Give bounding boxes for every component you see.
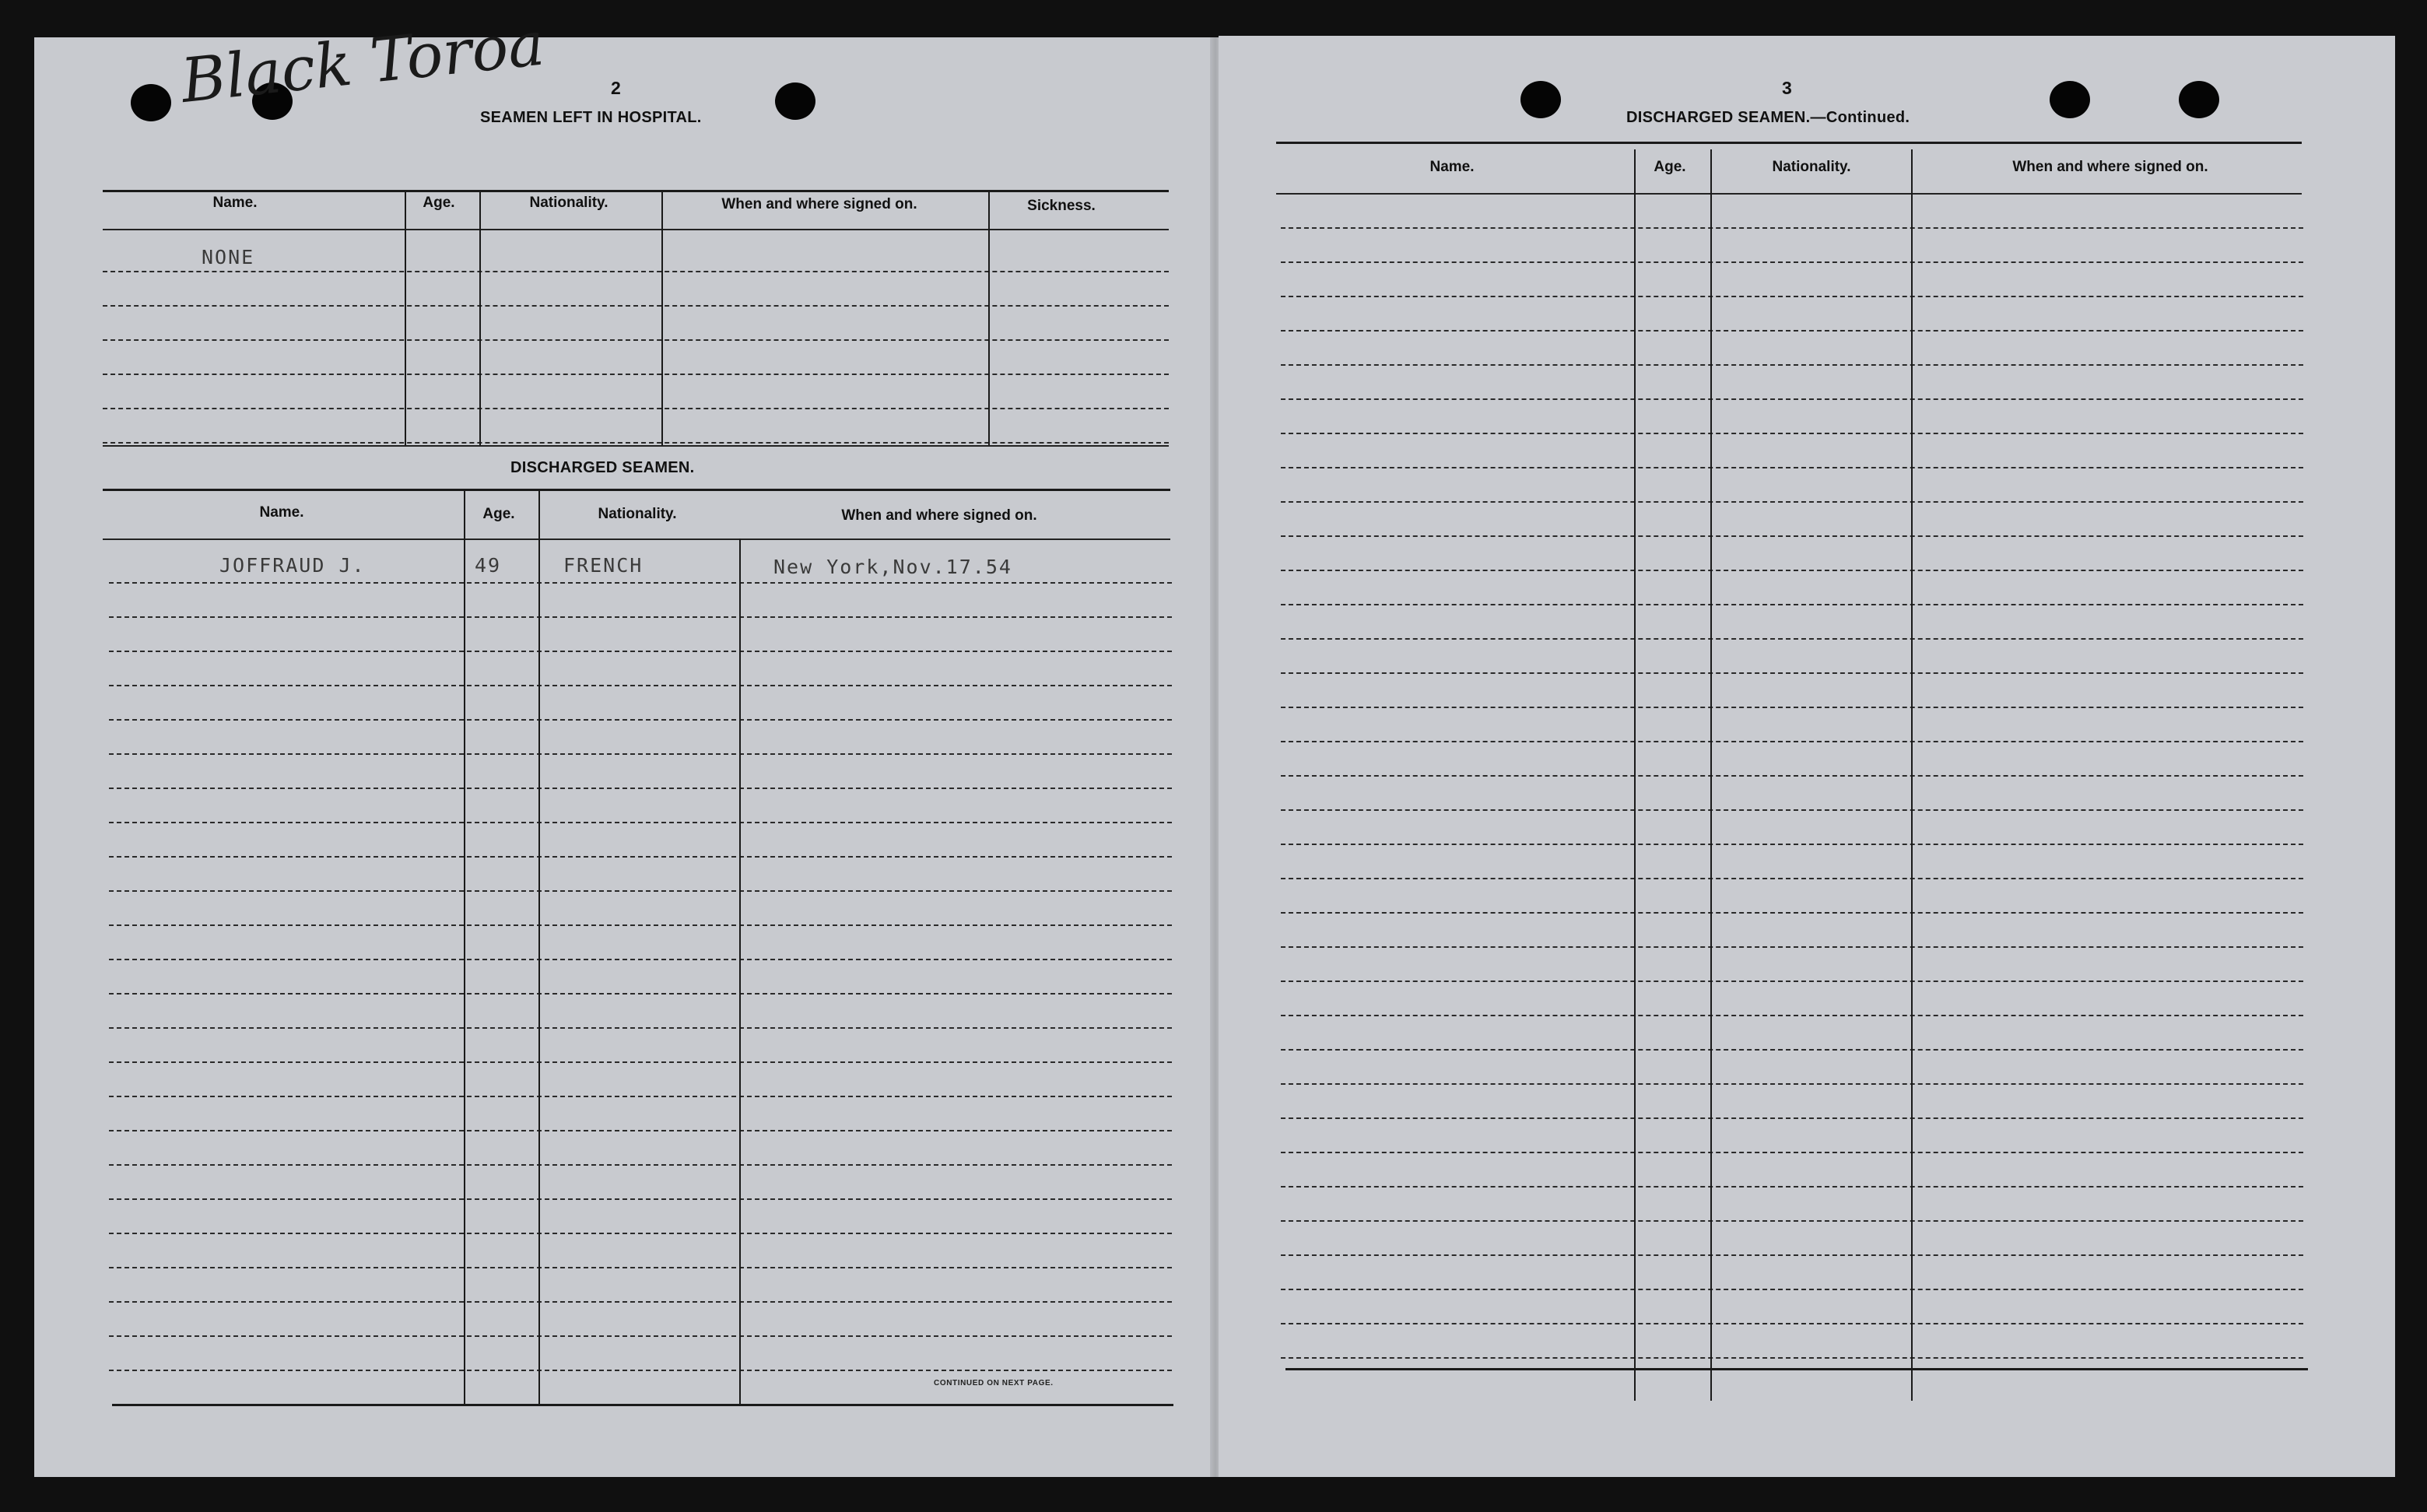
discharged-col-name: Name. — [259, 504, 304, 521]
ruled-line — [1281, 844, 2303, 845]
ruled-line — [103, 271, 1169, 272]
ruled-line — [1281, 1289, 2303, 1290]
right-vrule-3 — [1911, 149, 1913, 1401]
right-page-number: 3 — [1782, 78, 1792, 98]
hospital-vrule-4 — [988, 190, 990, 445]
ruled-line — [109, 856, 1172, 858]
ruled-line — [103, 305, 1169, 307]
punch-hole — [1520, 81, 1561, 118]
discharged-vrule-1 — [464, 489, 465, 1404]
ruled-line — [1281, 775, 2303, 777]
ruled-line — [1281, 570, 2303, 571]
ruled-line — [1281, 707, 2303, 708]
discharged-bottom-rule — [112, 1404, 1173, 1406]
ruled-line — [109, 1198, 1172, 1200]
ruled-line — [1281, 912, 2303, 914]
ruled-line — [103, 442, 1169, 444]
right-section-title: DISCHARGED SEAMEN.—Continued. — [1626, 109, 1910, 126]
ruled-line — [109, 959, 1172, 960]
ruled-line — [1281, 227, 2303, 229]
hospital-col-name: Name. — [212, 195, 258, 211]
hospital-header-bottom-rule — [103, 229, 1169, 230]
ruled-line — [109, 616, 1172, 618]
discharged-vrule-2 — [538, 489, 540, 1404]
ruled-line — [1281, 535, 2303, 537]
ruled-line — [1281, 741, 2303, 742]
hospital-bottom-rule — [103, 445, 1169, 447]
hospital-col-nationality: Nationality. — [529, 195, 609, 211]
left-page-number: 2 — [611, 78, 621, 98]
ruled-line — [109, 1027, 1172, 1029]
ruled-line — [109, 890, 1172, 892]
right-page — [1219, 36, 2395, 1477]
ruled-line — [109, 1335, 1172, 1337]
ruled-line — [109, 685, 1172, 686]
ruled-line — [1281, 672, 2303, 674]
ruled-line — [109, 1130, 1172, 1131]
discharged-col-nationality: Nationality. — [598, 506, 677, 522]
ruled-line — [1281, 1049, 2303, 1051]
ruled-line — [109, 788, 1172, 789]
ruled-line — [1281, 467, 2303, 468]
ruled-line — [109, 1301, 1172, 1303]
discharged-row-1-name: JOFFRAUD J. — [219, 554, 366, 577]
ruled-line — [109, 582, 1172, 584]
hospital-col-signed-on: When and where signed on. — [721, 196, 917, 212]
ruled-line — [1281, 261, 2303, 263]
ruled-line — [109, 719, 1172, 721]
right-col-nationality: Nationality. — [1772, 159, 1851, 175]
ruled-line — [1281, 981, 2303, 982]
punch-hole — [2050, 81, 2090, 118]
hospital-vrule-2 — [479, 190, 481, 445]
ruled-line — [109, 651, 1172, 652]
discharged-vrule-3 — [739, 538, 741, 1404]
ruled-line — [109, 1233, 1172, 1234]
ruled-line — [1281, 398, 2303, 400]
ruled-line — [1281, 501, 2303, 503]
ruled-line — [103, 339, 1169, 341]
ruled-line — [1281, 1220, 2303, 1222]
discharged-section-title: DISCHARGED SEAMEN. — [510, 459, 695, 476]
ruled-line — [1281, 296, 2303, 297]
punch-hole — [775, 82, 815, 120]
discharged-row-1-nationality: FRENCH — [563, 554, 644, 577]
ruled-line — [1281, 604, 2303, 605]
ruled-line — [109, 1061, 1172, 1063]
ruled-line — [109, 753, 1172, 755]
hospital-entry-name: NONE — [202, 246, 255, 268]
ruled-line — [1281, 1152, 2303, 1153]
right-header-bottom-rule — [1276, 193, 2302, 195]
ruled-line — [1281, 878, 2303, 879]
ruled-line — [1281, 1254, 2303, 1256]
ruled-line — [1281, 1083, 2303, 1085]
discharged-header-bottom-rule — [103, 538, 1170, 540]
ruled-line — [109, 1267, 1172, 1268]
ruled-line — [1281, 1186, 2303, 1187]
ruled-line — [1281, 330, 2303, 332]
ruled-line — [1281, 1117, 2303, 1119]
punch-hole — [131, 84, 171, 121]
discharged-row-1-signed-on: New York,Nov.17.54 — [773, 556, 1012, 578]
handwritten-annotation: Black Toroa — [177, 9, 548, 118]
right-vrule-2 — [1710, 149, 1712, 1401]
right-bottom-rule — [1285, 1368, 2308, 1370]
discharged-header-top-rule — [103, 489, 1170, 491]
ruled-line — [109, 1370, 1172, 1371]
discharged-row-1-age: 49 — [475, 554, 502, 577]
ruled-line — [1281, 1323, 2303, 1324]
continued-footer: CONTINUED ON NEXT PAGE. — [934, 1379, 1054, 1387]
discharged-col-age: Age. — [482, 506, 515, 522]
ruled-line — [109, 1164, 1172, 1166]
ruled-line — [109, 822, 1172, 823]
hospital-col-age: Age. — [423, 195, 455, 211]
punch-hole — [2179, 81, 2219, 118]
hospital-header-top-rule — [103, 190, 1169, 192]
ruled-line — [1281, 1357, 2303, 1359]
ruled-line — [1281, 809, 2303, 811]
hospital-section-title: SEAMEN LEFT IN HOSPITAL. — [480, 109, 702, 126]
discharged-col-signed-on: When and where signed on. — [841, 507, 1037, 524]
ruled-line — [109, 993, 1172, 995]
left-page — [34, 37, 1217, 1477]
right-col-name: Name. — [1429, 159, 1475, 175]
hospital-col-sickness: Sickness. — [1027, 198, 1096, 214]
ruled-line — [1281, 1015, 2303, 1016]
ruled-line — [103, 408, 1169, 409]
ruled-line — [109, 924, 1172, 926]
right-col-signed-on: When and where signed on. — [2012, 159, 2208, 175]
ruled-line — [103, 374, 1169, 375]
hospital-vrule-3 — [661, 190, 663, 445]
right-header-top-rule — [1276, 142, 2302, 144]
ruled-line — [1281, 433, 2303, 434]
right-col-age: Age. — [1654, 159, 1686, 175]
hospital-vrule-1 — [405, 190, 406, 445]
ruled-line — [1281, 946, 2303, 948]
ruled-line — [109, 1096, 1172, 1097]
right-vrule-1 — [1634, 149, 1636, 1401]
ruled-line — [1281, 638, 2303, 640]
ruled-line — [1281, 364, 2303, 366]
